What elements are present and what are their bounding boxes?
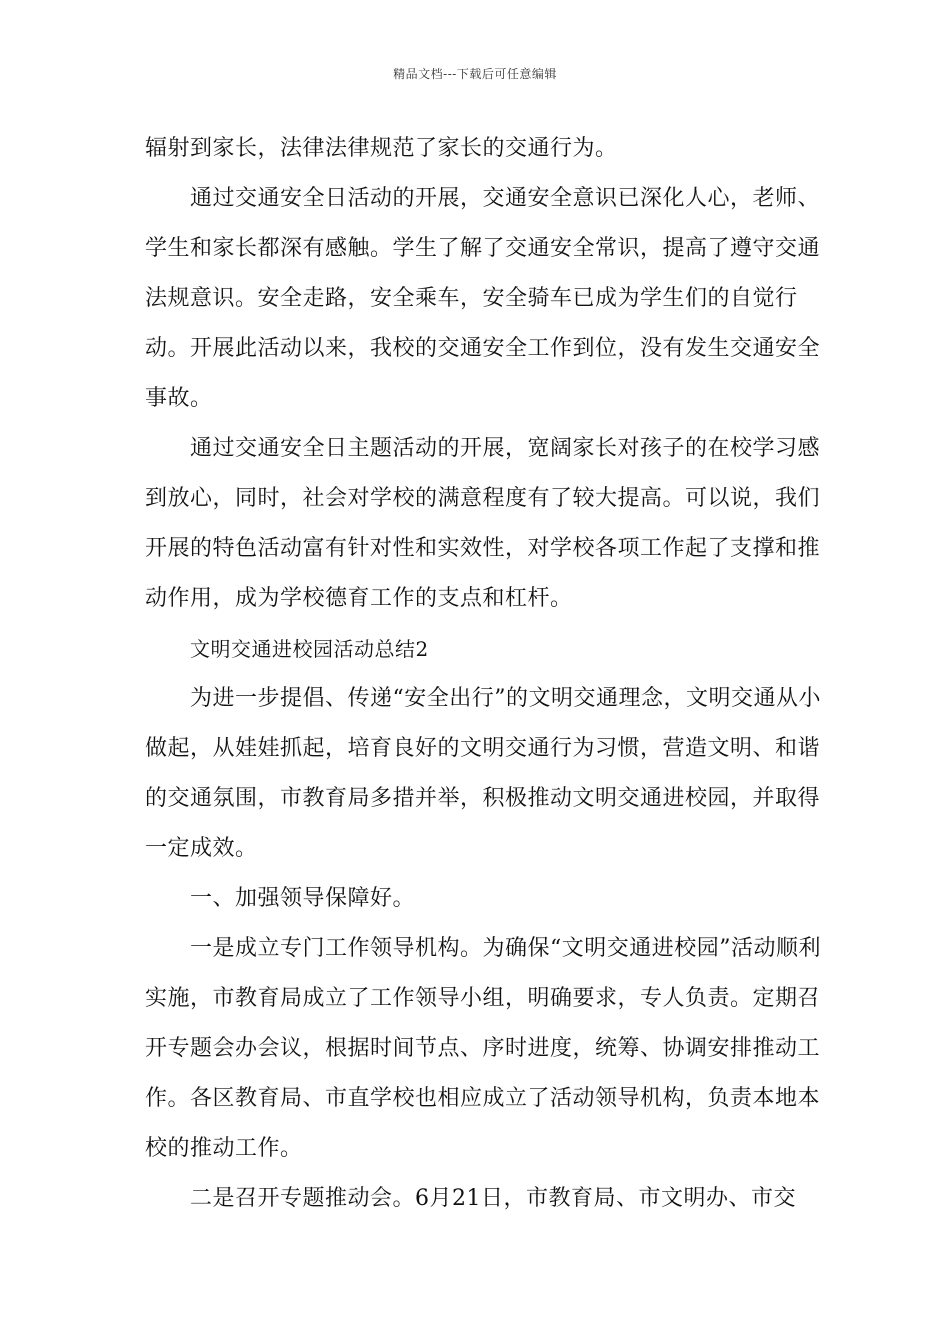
section-title: 文明交通进校园活动总结2 [190,637,429,661]
page-header: 精品文档---下载后可任意编辑 [393,67,557,81]
paragraph-5: 一是成立专门工作领导机构。为确保“文明交通进校园”活动顺利实施，市教育局成立了工作领导小组，明确要求，专人负责。定期召开专题会办会议，根据时间节点、序时进度，统筹、协调安排推动工作。各区教育局、市直学校也相应成立了活动领导机构，负责本地本校的推动工作。 [145,936,821,1161]
paragraph-4: 为进一步提倡、传递“安全出行”的文明交通理念，文明交通从小做起，从娃娃抓起，培育良好的文明交通行为习惯，营造文明、和谐的交通氛围，市教育局多措并举，积极推动文明交通进校园，并取得一定成效。 [145,686,821,861]
document-body [145,124,825,1224]
paragraph-2: 通过交通安全日活动的开展，交通安全意识已深化人心，老师、学生和家长都深有感触。学生了解了交通安全常识，提高了遵守交通法规意识。安全走路，安全乘车，安全骑车已成为学生们的自觉行动。开展此活动以来，我校的交通安全工作到位，没有发生交通安全事故。 [145,186,821,411]
paragraph-6: 二是召开专题推动会。6月21日，市教育局、市文明办、市交 [190,1186,796,1211]
paragraph-1: 辐射到家长，法律法律规范了家长的交通行为。 [145,136,618,161]
subheading-1: 一、加强领导保障好。 [190,886,416,911]
paragraph-3: 通过交通安全日主题活动的开展，宽阔家长对孩子的在校学习感到放心，同时，社会对学校的满意程度有了较大提高。可以说，我们开展的特色活动富有针对性和实效性，对学校各项工作起了支撑和推动作用，成为学校德育工作的支点和杠杆。 [145,436,821,611]
